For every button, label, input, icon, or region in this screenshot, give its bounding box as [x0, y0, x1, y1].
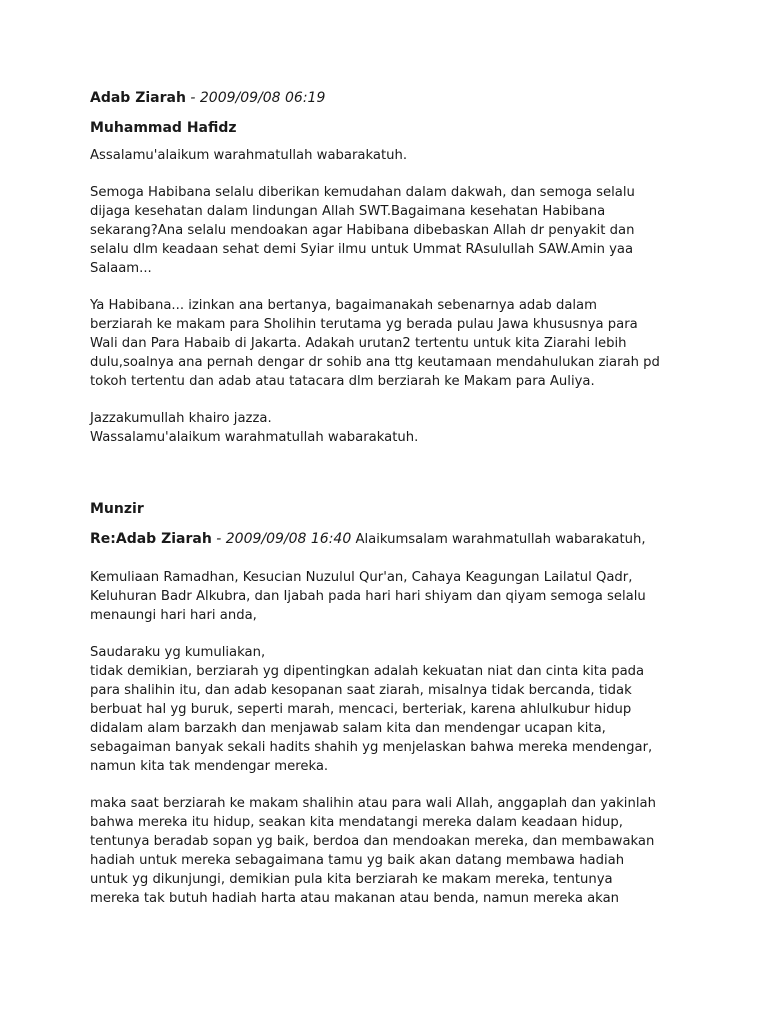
post2-author: Munzir — [90, 501, 144, 517]
post1-paragraph-question: Ya Habibana... izinkan ana bertanya, bagaimanakah sebenarnya adab dalam berziarah ke makam para Sholihin terutama yg berada pulau Jawa khususnya para Wali dan Para Habaib di Jakarta. Adakah urutan2 tertentu untuk kita Ziarahi lebih dulu,soalnya ana pernah dengar dr sohib ana ttg keutamaan mendahulukan ziarah pd tokoh tertentu dan adab atau tatacara dlm berziarah ke Makam para Auliya. — [90, 298, 660, 389]
post2-paragraph-opening: Kemuliaan Ramadhan, Kesucian Nuzulul Qur'an, Cahaya Keagungan Lailatul Qadr, Keluhuran Badr Alkubra, dan Ijabah pada hari hari shiyam dan qiyam semoga selalu menaungi hari hari anda, — [90, 570, 646, 623]
post2-greeting: Alaikumsalam warahmatullah wabarakatuh, — [351, 532, 646, 547]
post1-paragraph-salam: Assalamu'alaikum warahmatullah wabarakatuh. — [90, 148, 408, 163]
post2-date: 2009/09/08 16:40 — [225, 531, 352, 547]
post2-title: Re:Adab Ziarah — [90, 531, 212, 547]
post1-paragraph-doa: Semoga Habibana selalu diberikan kemudahan dalam dakwah, dan semoga selalu dijaga kesehatan dalam lindungan Allah SWT.Bagaimana kesehatan Habibana sekarang?Ana selalu mendoakan agar Habibana dibebaskan Allah dr penyakit dan selalu dlm keadaan sehat demi Syiar ilmu untuk Ummat RAsulullah SAW.Amin yaa Salaam... — [90, 185, 635, 276]
post1-separator: - — [185, 90, 200, 106]
post1-paragraph-closing: Jazzakumullah khairo jazza. Wassalamu'alaikum warahmatullah wabarakatuh. — [90, 411, 419, 445]
post2-heading — [90, 529, 688, 550]
post1-title: Adab Ziarah — [90, 90, 186, 106]
post1-date: 2009/09/08 06:19 — [199, 90, 326, 106]
post2-separator: - — [211, 531, 226, 547]
post2-paragraph-adab: maka saat berziarah ke makam shalihin atau para wali Allah, anggaplah dan yakinlah bahwa mereka itu hidup, seakan kita mendatangi mereka dalam keadaan hidup, tentunya beradab sopan yg baik, berdoa dan mendoakan mereka, dan membawakan hadiah untuk mereka sebagaimana tamu yg baik akan datang membawa hadiah untuk yg dikunjungi, demikian pula kita berziarah ke makam mereka, tentunya mereka tak butuh hadiah harta atau makanan atau benda, namun mereka akan — [90, 796, 656, 906]
post1-heading — [90, 88, 688, 108]
post1-author: Muhammad Hafidz — [90, 120, 237, 136]
post2-paragraph-answer: Saudaraku yg kumuliakan, tidak demikian, berziarah yg dipentingkan adalah kekuatan niat dan cinta kita pada para shalihin itu, dan adab kesopanan saat ziarah, misalnya tidak bercanda, tidak berbuat hal yg buruk, seperti marah, mencaci, berteriak, karena ahlulkubur hidup didalam alam barzakh dan menjawab salam kita dan mendengar ucapan kita, sebagaiman banyak sekali hadits shahih yg menjelaskan bahwa mereka mendengar, namun kita tak mendengar mereka. — [90, 645, 653, 774]
